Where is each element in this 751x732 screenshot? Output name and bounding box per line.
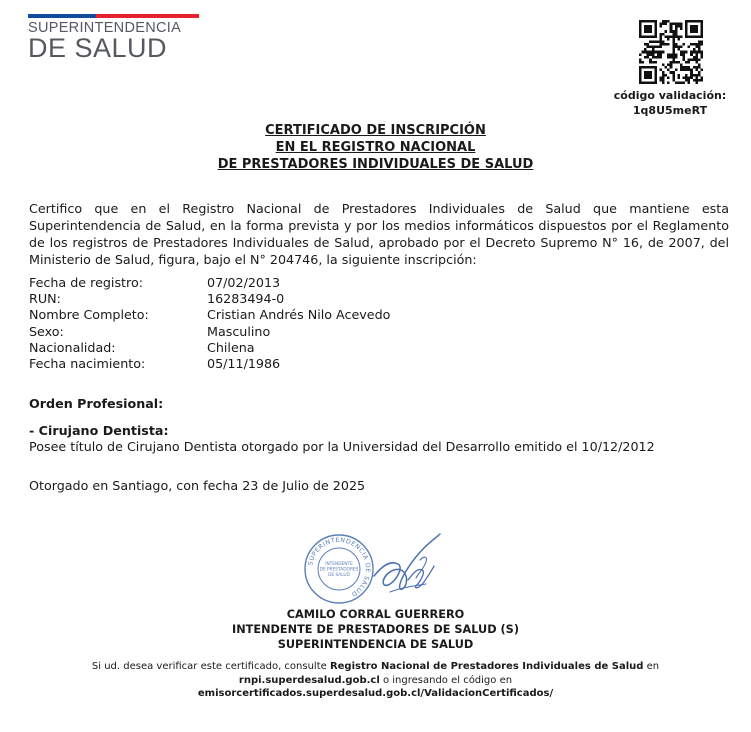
- field-fecha-registro: [29, 275, 390, 291]
- qr-code-icon: [639, 20, 703, 84]
- title-line-1: CERTIFICADO DE INSCRIPCIÓN: [265, 123, 486, 138]
- field-label: Sexo:: [29, 323, 64, 339]
- signer-block: [0, 607, 751, 652]
- verification-footer: [90, 660, 661, 701]
- signature-icon: [368, 530, 444, 604]
- field-label: Fecha nacimiento:: [29, 356, 146, 372]
- logo-blue-bar: [28, 14, 96, 18]
- validation-code-value: 1q8U5meRT: [632, 104, 708, 117]
- field-nacionalidad: [29, 340, 390, 356]
- footer-rnpi-link[interactable]: rnpi.superdesalud.gob.cl: [238, 674, 380, 686]
- signer-org: SUPERINTENDENCIA DE SALUD: [277, 638, 474, 651]
- seal-center-1: INTENDENTE: [325, 562, 353, 567]
- field-label: Fecha de registro:: [29, 275, 144, 290]
- seal-center-2: DE PRESTADORES: [319, 567, 359, 573]
- field-value: Masculino: [207, 323, 271, 339]
- issued-place-date: Otorgado en Santiago, con fecha 23 de Julio de 2025: [29, 478, 366, 493]
- superintendencia-logo: [28, 14, 203, 64]
- signer-role: INTENDENTE DE PRESTADORES DE SALUD (S): [232, 623, 519, 636]
- footer-text-1: Si ud. desea verificar este certificado, consulte: [91, 661, 330, 672]
- field-label: RUN:: [29, 291, 61, 307]
- orden-profesional-heading: Orden Profesional:: [29, 396, 164, 411]
- seal-ring-text: SUPERINTENDENCIA DE SALUD: [307, 536, 372, 598]
- logo-flag-bars: [28, 14, 199, 18]
- profession-description: Posee título de Cirujano Dentista otorgado por la Universidad del Desarrollo emitido el 10/12/2012: [29, 439, 655, 454]
- title-line-3: DE PRESTADORES INDIVIDUALES DE SALUD: [217, 157, 534, 172]
- field-value: 05/11/1986: [207, 356, 281, 372]
- footer-registry-name: Registro Nacional de Prestadores Individuales de Salud: [329, 661, 644, 672]
- certification-paragraph: Certifico que en el Registro Nacional de Prestadores Individuales de Salud que mantiene esta Superintendencia de Salud, en la forma prevista y por los medios informáticos dispuestos por el Reglamento de los registros de Prestadores Individuales de Salud, aprobado por el Decreto Supremo N° 16, de 2007, del Ministerio de Salud, figura, bajo el N° 204746, la siguiente inscripción:: [29, 201, 729, 267]
- validation-code-label: código validación:: [613, 89, 727, 102]
- field-run: [29, 291, 390, 307]
- logo-red-bar: [96, 14, 199, 18]
- footer-validation-link[interactable]: emisorcertificados.superdesalud.gob.cl/ValidacionCertificados/: [197, 688, 554, 699]
- field-label: Nacionalidad:: [29, 339, 116, 355]
- field-value: 07/02/2013: [207, 275, 281, 290]
- validation-code-caption: [600, 88, 740, 118]
- field-value: Cristian Andrés Nilo Acevedo: [207, 307, 391, 323]
- field-sexo: [29, 324, 390, 340]
- title-line-2: EN EL REGISTRO NACIONAL: [275, 140, 476, 155]
- footer-text-3: o ingresando el código en: [379, 674, 513, 686]
- logo-line-2: DE SALUD: [28, 33, 168, 63]
- registration-details: [29, 275, 390, 372]
- field-label: Nombre Completo:: [29, 307, 149, 323]
- field-value: Chilena: [207, 339, 255, 355]
- seal-center-3: DE SALUD: [328, 573, 350, 578]
- field-fecha-nacimiento: [29, 356, 390, 372]
- certificate-title: [0, 122, 751, 173]
- field-value: 16283494-0: [207, 291, 285, 307]
- footer-text-2: en: [643, 661, 660, 672]
- official-seal-icon: [303, 533, 375, 605]
- signer-name: CAMILO CORRAL GUERRERO: [286, 608, 465, 621]
- logo-line-1: SUPERINTENDENCIA: [28, 20, 182, 36]
- field-nombre-completo: [29, 307, 390, 323]
- profession-heading: - Cirujano Dentista:: [29, 423, 169, 438]
